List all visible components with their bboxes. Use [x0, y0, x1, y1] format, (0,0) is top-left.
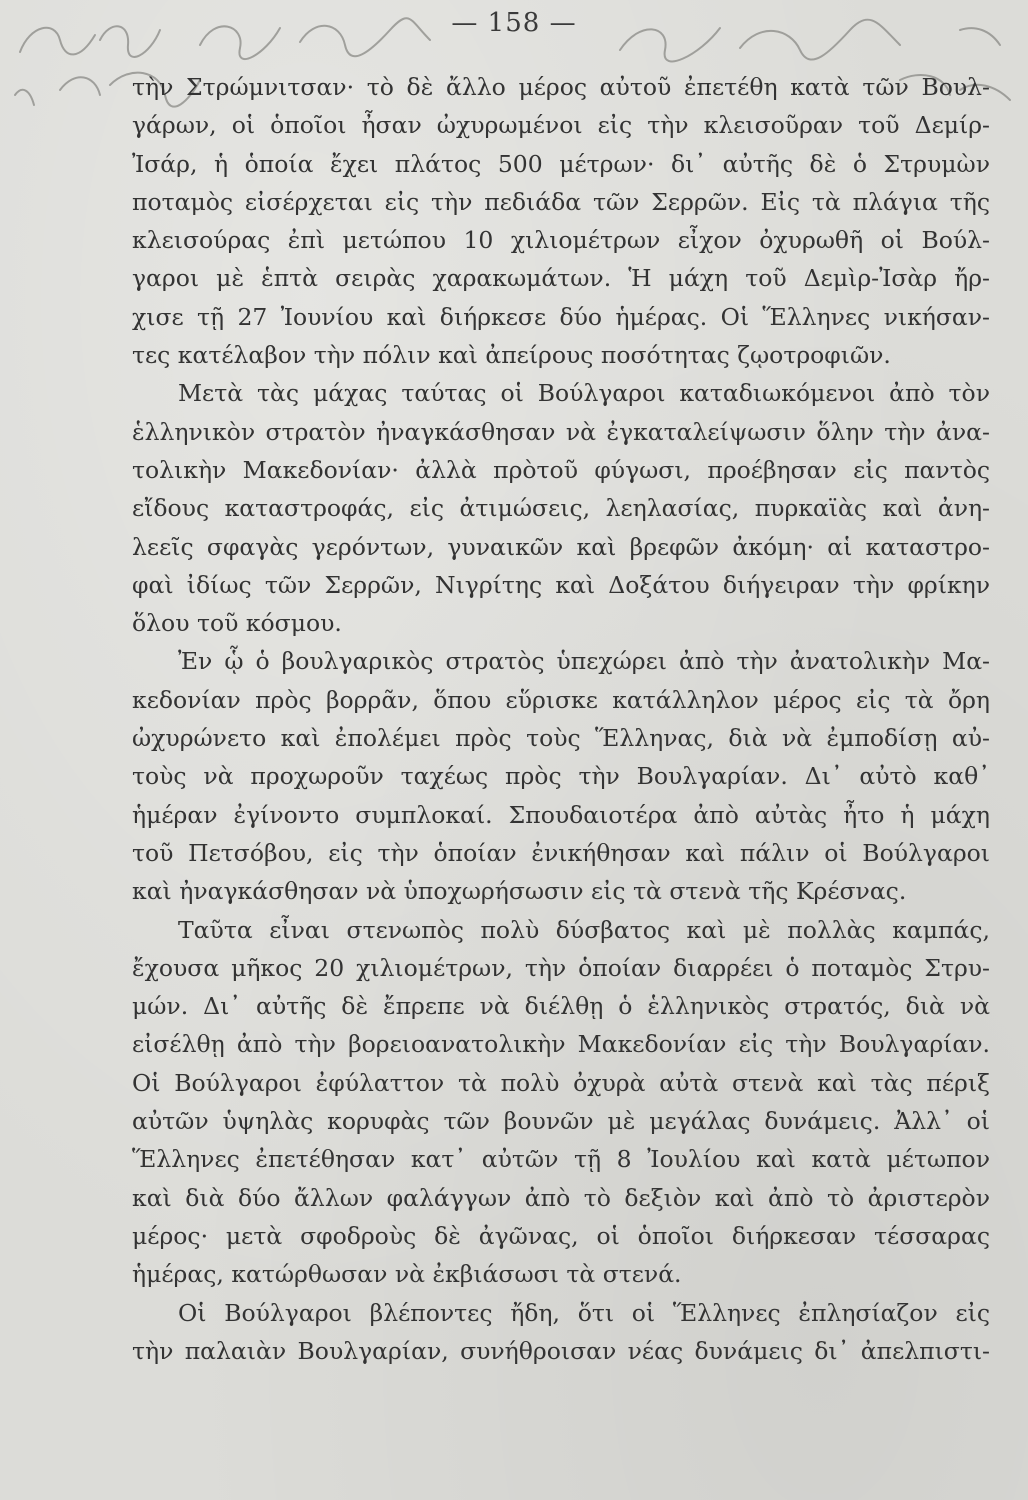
text-line: ἡμέραν ἐγίνοντο συμπλοκαί. Σπουδαιοτέρα ἀπὸ αὐτὰς ἦτο ἡ μάχη: [132, 800, 990, 829]
text-line: μέρος· μετὰ σφοδροὺς δὲ ἀγῶνας, οἱ ὁποῖοι διήρκεσαν τέσσαρας: [132, 1221, 990, 1250]
text-line: κλεισούρας ἐπὶ μετώπου 10 χιλιομέτρων εἶχον ὀχυρωθῆ οἱ Βούλ-: [132, 226, 990, 255]
text-line: καὶ ἠναγκάσθησαν νὰ ὑποχωρήσωσιν εἰς τὰ στενὰ τῆς Κρέσνας.: [132, 877, 907, 906]
text-line: τὴν παλαιὰν Βουλγαρίαν, συνήθροισαν νέας δυνάμεις δι᾽ ἀπελπιστι-: [132, 1336, 990, 1365]
text-line: Μετὰ τὰς μάχας ταύτας οἱ Βούλγαροι καταδιωκόμενοι ἀπὸ τὸν: [178, 379, 990, 408]
text-line: καὶ διὰ δύο ἄλλων φαλάγγων ἀπὸ τὸ δεξιὸν καὶ ἀπὸ τὸ ἀριστερὸν: [132, 1183, 990, 1212]
text-line: τοὺς νὰ προχωροῦν ταχέως πρὸς τὴν Βουλγαρίαν. Δι᾽ αὐτὸ καθ᾽: [132, 762, 990, 791]
body-text: [132, 68, 990, 1370]
text-line: Ταῦτα εἶναι στενωπὸς πολὺ δύσβατος καὶ μὲ πολλὰς καμπάς,: [178, 915, 990, 944]
text-line: κεδονίαν πρὸς βορρᾶν, ὅπου εὕρισκε κατάλληλον μέρος εἰς τὰ ὄρη: [132, 685, 990, 714]
text-line: ποταμὸς εἰσέρχεται εἰς τὴν πεδιάδα τῶν Σερρῶν. Εἰς τὰ πλάγια τῆς: [132, 187, 990, 216]
text-line: ὠχυρώνετο καὶ ἐπολέμει πρὸς τοὺς Ἕλληνας, διὰ νὰ ἐμποδίσῃ αὐ-: [132, 724, 990, 753]
text-line: τολικὴν Μακεδονίαν· ἀλλὰ πρὸτοῦ φύγωσι, προέβησαν εἰς παντὸς: [132, 455, 990, 484]
text-line: γαροι μὲ ἑπτὰ σειρὰς χαρακωμάτων. Ἡ μάχη τοῦ Δεμὶρ-Ἰσὰρ ἤρ-: [132, 264, 990, 293]
text-line: ὅλου τοῦ κόσμου.: [132, 609, 342, 638]
text-line: μών. Δι᾽ αὐτῆς δὲ ἔπρεπε νὰ διέλθῃ ὁ ἑλληνικὸς στρατός, διὰ νὰ: [132, 992, 990, 1021]
text-line: τες κατέλαβον τὴν πόλιν καὶ ἀπείρους ποσότητας ζῳοτροφιῶν.: [132, 341, 891, 370]
page-number: — 158 —: [451, 8, 577, 38]
text-line: ἔχουσα μῆκος 20 χιλιομέτρων, τὴν ὁποίαν διαρρέει ὁ ποταμὸς Στρυ-: [132, 953, 990, 982]
text-line: τὴν Στρώμνιτσαν· τὸ δὲ ἄλλο μέρος αὐτοῦ ἐπετέθη κατὰ τῶν Βουλ-: [132, 73, 990, 101]
text-line: ἡμέρας, κατώρθωσαν νὰ ἐκβιάσωσι τὰ στενά.: [132, 1260, 682, 1289]
text-line: Ἕλληνες ἐπετέθησαν κατ᾽ αὐτῶν τῇ 8 Ἰουλίου καὶ κατὰ μέτωπον: [132, 1145, 990, 1174]
text-line: Οἱ Βούλγαροι βλέποντες ἤδη, ὅτι οἱ Ἕλληνες ἐπλησίαζον εἰς: [178, 1298, 990, 1327]
text-line: αὐτῶν ὑψηλὰς κορυφὰς τῶν βουνῶν μὲ μεγάλας δυνάμεις. Ἀλλ᾽ οἱ: [132, 1107, 990, 1136]
text-line: τοῦ Πετσόβου, εἰς τὴν ὁποίαν ἐνικήθησαν καὶ πάλιν οἱ Βούλγαροι: [132, 838, 990, 867]
text-line: γάρων, οἱ ὁποῖοι ἦσαν ὠχυρωμένοι εἰς τὴν κλεισοῦραν τοῦ Δεμίρ-: [132, 111, 990, 140]
text-line: εἴδους καταστροφάς, εἰς ἀτιμώσεις, λεηλασίας, πυρκαϊὰς καὶ ἀνη-: [132, 494, 990, 523]
text-line: εἰσέλθῃ ἀπὸ τὴν βορειοανατολικὴν Μακεδονίαν εἰς τὴν Βουλγαρίαν.: [132, 1030, 990, 1059]
text-line: Ἰσάρ, ἡ ὁποία ἔχει πλάτος 500 μέτρων· δι᾽ αὐτῆς δὲ ὁ Στρυμὼν: [132, 149, 990, 178]
text-line: Οἱ Βούλγαροι ἐφύλαττον τὰ πολὺ ὀχυρὰ αὐτὰ στενὰ καὶ τὰς πέριξ: [132, 1068, 990, 1097]
text-line: ἑλληνικὸν στρατὸν ἠναγκάσθησαν νὰ ἐγκαταλείψωσιν ὅλην τὴν ἀνα-: [132, 417, 990, 446]
text-line: χισε τῇ 27 Ἰουνίου καὶ διήρκεσε δύο ἡμέρας. Οἱ Ἕλληνες νικήσαν-: [132, 302, 990, 331]
text-line: Ἐν ᾧ ὁ βουλγαρικὸς στρατὸς ὑπεχώρει ἀπὸ τὴν ἀνατολικὴν Μα-: [178, 647, 990, 676]
text-line: φαὶ ἰδίως τῶν Σερρῶν, Νιγρίτης καὶ Δοξάτου διήγειραν τὴν φρίκην: [132, 570, 990, 599]
text-line: λεεῖς σφαγὰς γερόντων, γυναικῶν καὶ βρεφῶν ἀκόμη· αἱ καταστρο-: [132, 532, 990, 561]
